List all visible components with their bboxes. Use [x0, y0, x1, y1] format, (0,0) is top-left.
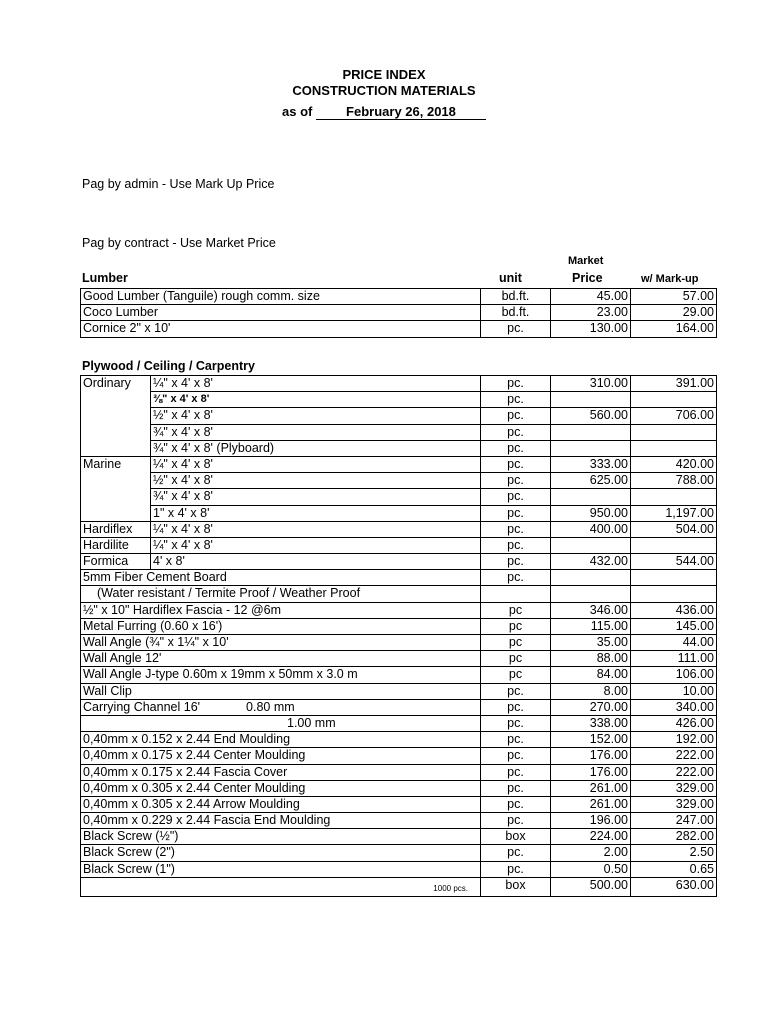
markup-cell: 111.00: [631, 651, 717, 667]
unit-cell: pc.: [481, 748, 551, 764]
unit-cell: pc.: [481, 699, 551, 715]
markup-cell: 164.00: [631, 321, 717, 337]
qty-note: 1000 pcs.: [433, 883, 468, 893]
markup-cell: 10.00: [631, 683, 717, 699]
market-cell: [551, 570, 631, 586]
doc-subtitle: CONSTRUCTION MATERIALS: [292, 83, 476, 98]
table-row: [81, 861, 717, 877]
markup-cell: 44.00: [631, 635, 717, 651]
unit-cell: pc.: [481, 570, 551, 586]
market-cell: 45.00: [551, 289, 631, 305]
table-row: [81, 289, 717, 305]
plywood-table: [80, 375, 717, 897]
table-row: [81, 440, 717, 456]
unit-cell: pc.: [481, 321, 551, 337]
doc-title: PRICE INDEX: [342, 67, 426, 82]
market-cell: 625.00: [551, 473, 631, 489]
markup-cell: 340.00: [631, 699, 717, 715]
table-row: [81, 424, 717, 440]
size-cell: ¼" x 4' x 8': [151, 521, 481, 537]
size-cell: ½" x 4' x 8': [151, 473, 481, 489]
market-cell: 176.00: [551, 764, 631, 780]
market-cell: 176.00: [551, 748, 631, 764]
group-hardiflex: Hardiflex: [81, 521, 151, 537]
date-value: February 26, 2018: [316, 105, 486, 120]
markup-cell: 0.65: [631, 861, 717, 877]
thickness-cell: 1.00 mm: [81, 715, 481, 731]
markup-cell: 145.00: [631, 618, 717, 634]
item-note-cell: (Water resistant / Termite Proof / Weather Proof: [81, 586, 481, 602]
note-contract: Pag by contract - Use Market Price: [82, 236, 276, 250]
unit-cell: pc.: [481, 521, 551, 537]
markup-cell: [631, 537, 717, 553]
market-cell: 333.00: [551, 456, 631, 472]
date-line: [0, 104, 768, 120]
table-row: [81, 376, 717, 392]
markup-cell: 57.00: [631, 289, 717, 305]
item-cell: 0,40mm x 0.305 x 2.44 Center Moulding: [81, 780, 481, 796]
item-cell: 0,40mm x 0.305 x 2.44 Arrow Moulding: [81, 796, 481, 812]
carrying-channel-label: Carrying Channel 16': [83, 699, 201, 714]
markup-cell: 1,197.00: [631, 505, 717, 521]
unit-cell: pc: [481, 618, 551, 634]
unit-cell: pc.: [481, 440, 551, 456]
item-cell: 0,40mm x 0.175 x 2.44 Fascia Cover: [81, 764, 481, 780]
markup-cell: 192.00: [631, 732, 717, 748]
unit-cell: pc.: [481, 861, 551, 877]
market-header-top: Market: [568, 255, 604, 267]
market-cell: 310.00: [551, 376, 631, 392]
markup-cell: 504.00: [631, 521, 717, 537]
unit-cell: pc.: [481, 780, 551, 796]
unit-header: unit: [499, 271, 522, 285]
lumber-table: [80, 288, 717, 338]
markup-cell: 222.00: [631, 764, 717, 780]
markup-cell: 2.50: [631, 845, 717, 861]
markup-cell: [631, 440, 717, 456]
market-header-bottom: Price: [572, 271, 603, 285]
table-row: [81, 537, 717, 553]
markup-header: w/ Mark-up: [641, 273, 699, 285]
table-row: [81, 489, 717, 505]
group-hardilite: Hardilite: [81, 537, 151, 553]
unit-cell: pc.: [481, 489, 551, 505]
unit-cell: pc.: [481, 813, 551, 829]
market-cell: 152.00: [551, 732, 631, 748]
markup-cell: [631, 570, 717, 586]
size-cell: ¾" x 4' x 8': [151, 424, 481, 440]
item-cell: Cornice 2" x 10': [81, 321, 481, 337]
item-cell: Wall Angle 12': [81, 651, 481, 667]
table-row: [81, 732, 717, 748]
table-row: [81, 780, 717, 796]
unit-cell: pc: [481, 667, 551, 683]
as-of-label: as of: [282, 104, 313, 119]
thickness-label: 0.80 mm: [246, 699, 295, 714]
markup-cell: 544.00: [631, 554, 717, 570]
table-row: [81, 748, 717, 764]
item-cell: 0,40mm x 0.175 x 2.44 Center Moulding: [81, 748, 481, 764]
markup-cell: 282.00: [631, 829, 717, 845]
table-row: [81, 305, 717, 321]
unit-cell: pc.: [481, 473, 551, 489]
unit-cell: pc.: [481, 537, 551, 553]
group-formica: Formica: [81, 554, 151, 570]
table-row: [81, 570, 717, 586]
markup-cell: 706.00: [631, 408, 717, 424]
market-cell: 261.00: [551, 780, 631, 796]
unit-cell: pc.: [481, 392, 551, 408]
size-cell: ¾" x 4' x 8': [151, 489, 481, 505]
item-cell: Black Screw (½"): [81, 829, 481, 845]
markup-cell: 788.00: [631, 473, 717, 489]
market-cell: 115.00: [551, 618, 631, 634]
table-row: [81, 473, 717, 489]
note-admin: Pag by admin - Use Mark Up Price: [82, 177, 275, 191]
size-cell: ¼" x 4' x 8': [151, 537, 481, 553]
table-row: [81, 651, 717, 667]
size-cell: ¼" x 4' x 8': [151, 456, 481, 472]
table-row: [81, 877, 717, 896]
table-row: [81, 392, 717, 408]
unit-cell: pc.: [481, 715, 551, 731]
table-row: [81, 408, 717, 424]
market-cell: 84.00: [551, 667, 631, 683]
unit-cell: bd.ft.: [481, 305, 551, 321]
market-cell: 400.00: [551, 521, 631, 537]
item-cell: Black Screw (2"): [81, 845, 481, 861]
market-cell: 338.00: [551, 715, 631, 731]
item-cell: Good Lumber (Tanguile) rough comm. size: [81, 289, 481, 305]
plywood-heading: Plywood / Ceiling / Carpentry: [82, 359, 255, 373]
market-cell: 2.00: [551, 845, 631, 861]
markup-cell: [631, 392, 717, 408]
markup-cell: 391.00: [631, 376, 717, 392]
unit-cell: pc: [481, 635, 551, 651]
table-row: [81, 813, 717, 829]
table-row: [81, 796, 717, 812]
market-cell: 346.00: [551, 602, 631, 618]
market-cell: 560.00: [551, 408, 631, 424]
group-ordinary: Ordinary: [81, 376, 151, 457]
table-row: [81, 699, 717, 715]
table-row: [81, 764, 717, 780]
item-cell: ½" x 10" Hardiflex Fascia - 12 @6m: [81, 602, 481, 618]
item-cell: Metal Furring (0.60 x 16'): [81, 618, 481, 634]
unit-cell: bd.ft.: [481, 289, 551, 305]
market-cell: 224.00: [551, 829, 631, 845]
markup-cell: 329.00: [631, 796, 717, 812]
markup-cell: 247.00: [631, 813, 717, 829]
table-row: [81, 635, 717, 651]
unit-cell: pc.: [481, 845, 551, 861]
market-cell: 23.00: [551, 305, 631, 321]
market-cell: 35.00: [551, 635, 631, 651]
table-row: [81, 683, 717, 699]
unit-cell: pc: [481, 602, 551, 618]
market-cell: 0.50: [551, 861, 631, 877]
table-row: [81, 554, 717, 570]
unit-cell: pc.: [481, 764, 551, 780]
markup-cell: [631, 424, 717, 440]
table-row: [81, 321, 717, 337]
size-cell: ½" x 4' x 8': [151, 408, 481, 424]
unit-cell: pc.: [481, 505, 551, 521]
market-cell: 196.00: [551, 813, 631, 829]
markup-cell: 420.00: [631, 456, 717, 472]
markup-cell: 329.00: [631, 780, 717, 796]
market-cell: 432.00: [551, 554, 631, 570]
unit-cell: pc.: [481, 554, 551, 570]
size-cell: ⅜" x 4' x 8': [151, 392, 481, 408]
market-cell: [551, 392, 631, 408]
market-cell: 950.00: [551, 505, 631, 521]
table-row: [81, 845, 717, 861]
table-row: [81, 602, 717, 618]
markup-cell: 106.00: [631, 667, 717, 683]
item-cell: Wall Angle J-type 0.60m x 19mm x 50mm x 3.0 m: [81, 667, 481, 683]
unit-cell: pc: [481, 651, 551, 667]
item-cell: Wall Angle (¾" x 1¼" x 10': [81, 635, 481, 651]
unit-cell: pc.: [481, 376, 551, 392]
market-cell: 261.00: [551, 796, 631, 812]
market-cell: [551, 489, 631, 505]
market-cell: 88.00: [551, 651, 631, 667]
size-cell: ¼" x 4' x 8': [151, 376, 481, 392]
markup-cell: 436.00: [631, 602, 717, 618]
markup-cell: 29.00: [631, 305, 717, 321]
size-cell: ¾" x 4' x 8' (Plyboard): [151, 440, 481, 456]
market-cell: 130.00: [551, 321, 631, 337]
table-row: [81, 667, 717, 683]
markup-cell: 630.00: [631, 877, 717, 896]
markup-cell: 426.00: [631, 715, 717, 731]
unit-cell: pc.: [481, 732, 551, 748]
market-cell: [551, 537, 631, 553]
unit-cell: pc.: [481, 796, 551, 812]
item-cell: [81, 699, 481, 715]
table-row: [81, 456, 717, 472]
table-row: [81, 586, 717, 602]
item-cell: 5mm Fiber Cement Board: [81, 570, 481, 586]
table-row: [81, 521, 717, 537]
item-cell: Wall Clip: [81, 683, 481, 699]
lumber-heading: Lumber: [82, 271, 128, 285]
market-cell: [551, 440, 631, 456]
unit-cell: box: [481, 829, 551, 845]
size-cell: 4' x 8': [151, 554, 481, 570]
table-row: [81, 715, 717, 731]
group-marine: Marine: [81, 456, 151, 521]
market-cell: [551, 424, 631, 440]
market-cell: 270.00: [551, 699, 631, 715]
unit-cell: pc.: [481, 424, 551, 440]
markup-cell: [631, 489, 717, 505]
unit-cell: box: [481, 877, 551, 896]
market-cell: 8.00: [551, 683, 631, 699]
unit-cell: pc.: [481, 683, 551, 699]
size-cell: 1" x 4' x 8': [151, 505, 481, 521]
item-cell: Black Screw (1"): [81, 861, 481, 877]
market-cell: 500.00: [551, 877, 631, 896]
markup-cell: 222.00: [631, 748, 717, 764]
item-cell: 0,40mm x 0.152 x 2.44 End Moulding: [81, 732, 481, 748]
table-row: [81, 505, 717, 521]
item-cell: [81, 877, 481, 896]
unit-cell: pc.: [481, 408, 551, 424]
item-cell: 0,40mm x 0.229 x 2.44 Fascia End Moulding: [81, 813, 481, 829]
table-row: [81, 618, 717, 634]
unit-cell: pc.: [481, 456, 551, 472]
table-row: [81, 829, 717, 845]
item-cell: Coco Lumber: [81, 305, 481, 321]
